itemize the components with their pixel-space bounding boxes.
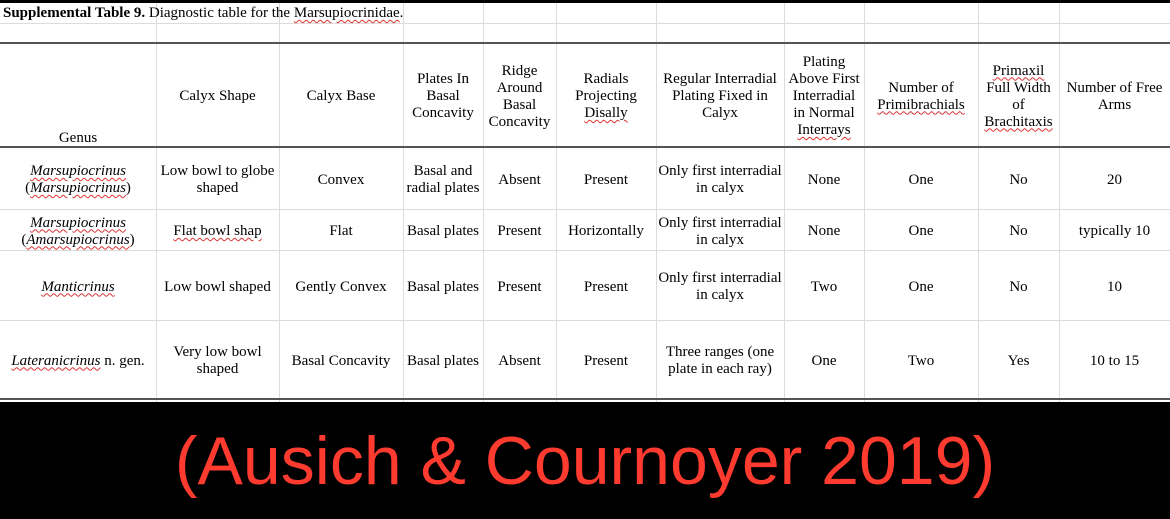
header-plating-above: Plating Above First Interradial in Normal Interrays: [788, 54, 860, 138]
table-cell: Basal plates: [406, 278, 480, 295]
table-cell: None: [807, 171, 841, 188]
caption-family: Marsupiocrinidae: [293, 5, 400, 21]
cell-text: Flat bowl shap: [173, 223, 262, 239]
header-interradial-plating: Regular Interradial Plating Fixed in Calyx: [663, 71, 777, 121]
table-cell: Present: [497, 223, 542, 239]
header-radials-text: Radials Projecting Disally: [575, 71, 637, 121]
table-cell: Present: [583, 171, 629, 188]
paren-open: (: [21, 231, 27, 248]
table-row: [0, 149, 1170, 211]
table-cell: Yes: [1007, 352, 1030, 369]
table-cell: 10 to 15: [1089, 352, 1140, 369]
table-cell: Very low bowl shaped: [173, 344, 262, 377]
citation-text: (Ausich & Cournoyer 2019): [174, 422, 996, 499]
genus-cell: [0, 252, 156, 322]
table-cell: One: [908, 171, 934, 188]
table-cell: Absent: [498, 171, 541, 188]
header-primaxil: Primaxil Full Width of Brachitaxis: [984, 62, 1053, 130]
header-plates-basal-concavity: Plates In Basal Concavity: [412, 71, 474, 121]
table-cell: One: [908, 278, 934, 295]
table-row: [0, 211, 1170, 252]
table-cell: 10: [1107, 278, 1122, 295]
paren-close: ): [125, 180, 131, 196]
table-cell: Basal and radial plates: [406, 163, 480, 196]
subgenus-name: Amarsupiocrinus: [26, 231, 130, 248]
table-cell: One: [811, 352, 837, 369]
subgenus-name: Marsupiocrinus: [30, 180, 126, 196]
table-cell: One: [908, 223, 934, 239]
table-cell: No: [1009, 278, 1028, 295]
table-cell: 20: [1107, 171, 1122, 188]
genus-name: Marsupiocrinus: [30, 214, 126, 231]
table-cell: Only first interradial in calyx: [658, 214, 782, 248]
genus-name: Manticrinus: [41, 278, 115, 295]
top-border: [0, 0, 1170, 3]
table-cell: typically 10: [1078, 223, 1151, 239]
header-genus: Genus: [58, 130, 98, 146]
table-cell: Absent: [498, 352, 541, 369]
table-cell: [156, 211, 279, 252]
table-cell: Present: [583, 278, 629, 295]
genus-cell: [0, 149, 156, 211]
header-primibrachials: Number of Primibrachials: [877, 79, 965, 113]
wavy-word: Disally: [584, 105, 628, 121]
table-cell: Basal plates: [406, 223, 480, 239]
table-cell: Only first interradial in calyx: [658, 163, 782, 196]
header-ridge-basal-concavity: Ridge Around Basal Concavity: [488, 62, 551, 130]
header-calyx-shape: Calyx Shape: [179, 88, 256, 104]
table-cell: Present: [583, 352, 629, 369]
caption-label: Supplemental Table 9.: [3, 5, 146, 21]
caption-end: .: [399, 5, 404, 21]
wavy-word: Primaxil: [992, 62, 1045, 79]
table-cell: Three ranges (one plate in each ray): [665, 344, 775, 377]
citation-banner: [0, 402, 1170, 519]
genus-name: Marsupiocrinus: [30, 163, 126, 179]
table-cell: Two: [810, 278, 838, 295]
wavy-word: Brachitaxis: [984, 113, 1053, 130]
diagnostic-table: [0, 44, 1170, 400]
table-cell: Flat: [329, 223, 353, 239]
genus-cell: [0, 322, 156, 400]
genus-name: Lateranicrinus: [11, 352, 101, 369]
header-calyx-base: Calyx Base: [306, 88, 376, 104]
table-cell: No: [1009, 171, 1028, 188]
table-cell: Low bowl shaped: [164, 278, 271, 295]
header-radials-projecting: [556, 44, 656, 149]
table-cell: No: [1009, 223, 1028, 239]
wavy-word: Interrays: [797, 122, 851, 138]
caption-text: Diagnostic table for the: [145, 5, 294, 21]
grid-line: [0, 23, 1170, 24]
table-cell: Basal plates: [406, 352, 480, 369]
table-cell: Convex: [317, 171, 365, 188]
table-cell: Gently Convex: [295, 278, 387, 295]
table-cell: Low bowl to globe shaped: [160, 163, 275, 196]
genus-cell: [0, 211, 156, 252]
paren-close: ): [129, 231, 135, 248]
table-row: [0, 322, 1170, 400]
table-cell: Basal Concavity: [291, 352, 391, 369]
genus-suffix: n. gen.: [100, 352, 145, 369]
table-cell: Present: [497, 278, 542, 295]
table-caption: [3, 5, 403, 22]
header-free-arms: Number of Free Arms: [1066, 79, 1163, 113]
table-row: [0, 252, 1170, 322]
header-row: [0, 44, 1170, 149]
table-cell: Only first interradial in calyx: [658, 270, 782, 303]
table-cell: None: [807, 223, 841, 239]
table-cell: Two: [907, 352, 935, 369]
paren-open: (: [25, 180, 31, 196]
table-cell: Horizontally: [568, 223, 644, 239]
wavy-word: Primibrachials: [877, 96, 965, 113]
